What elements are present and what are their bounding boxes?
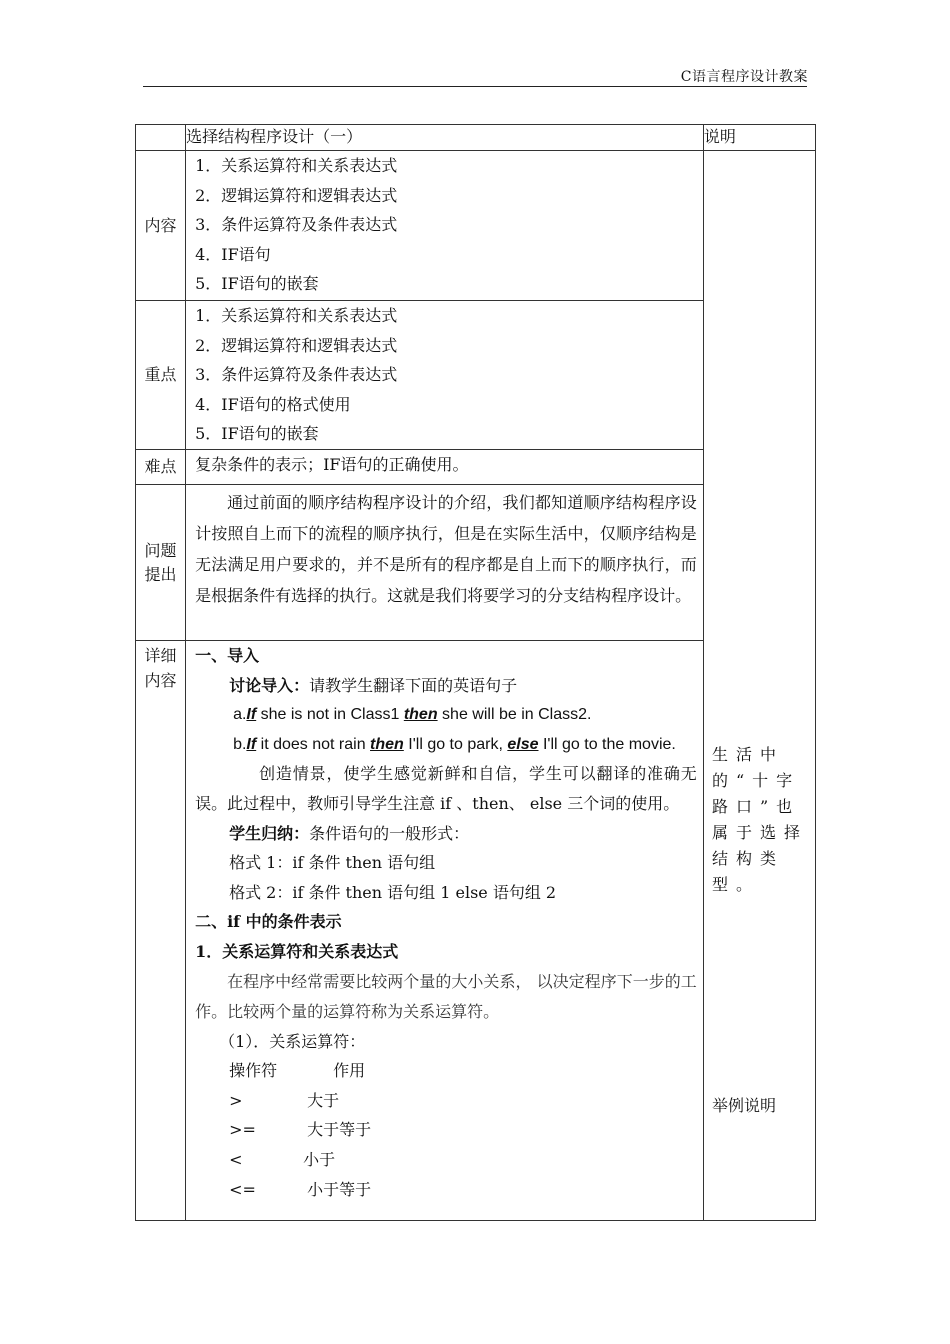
question-label-cell — [136, 485, 186, 641]
list-item: 4．IF语句的格式使用 — [195, 394, 351, 414]
summary-label: 学生归纳： — [229, 823, 310, 843]
operator-meaning: 小于 — [303, 1149, 336, 1169]
explain-column — [703, 151, 815, 1221]
subsection-heading: 1．关系运算符和关系表达式 — [195, 941, 399, 961]
operator-row — [195, 1175, 697, 1205]
key-points-list — [186, 301, 703, 449]
keyword-then: then — [370, 735, 404, 753]
function-col-head: 作用 — [333, 1061, 366, 1081]
difficulty-text: 复杂条件的表示；IF语句的正确使用。 — [195, 455, 469, 474]
section-heading: 二、if 中的条件表示 — [195, 912, 342, 932]
content-list — [186, 151, 703, 299]
operators-title: （1）．关系运算符： — [219, 1031, 366, 1051]
operator-row — [195, 1145, 697, 1175]
operator-row — [195, 1115, 697, 1145]
discussion-text: 请教学生翻译下面的英语句子 — [309, 675, 518, 695]
operator-col-head: 操作符 — [229, 1061, 278, 1081]
key-points-cell — [186, 301, 704, 450]
discussion-line — [195, 671, 697, 701]
operator-meaning: 大于等于 — [307, 1120, 372, 1140]
side-note: 生活中的“十字路口”也属于选择结构类型。 — [712, 745, 809, 894]
sentence-part: she will be in Class2. — [437, 706, 592, 724]
summary-line — [195, 819, 697, 849]
sentence-prefix: b. — [233, 735, 247, 753]
section-heading: 一、导入 — [195, 646, 260, 665]
list-item: 5．IF语句的嵌套 — [195, 274, 319, 294]
lesson-plan-table — [135, 124, 816, 1221]
difficulty-label: 难点 — [144, 457, 177, 476]
operator-symbol: >= — [229, 1120, 256, 1140]
sentence-part: I'll go to park, — [403, 735, 508, 753]
detail-label — [136, 641, 185, 693]
list-item: 2．逻辑运算符和逻辑表达式 — [195, 185, 398, 205]
format-1: 格式 1：if 条件 then 语句组 — [229, 853, 436, 873]
operator-symbol: > — [229, 1090, 243, 1110]
summary-text: 条件语句的一般形式： — [309, 823, 470, 843]
sentence-a — [195, 700, 697, 730]
operators-header — [195, 1056, 697, 1086]
sentence-b — [195, 730, 697, 760]
question-label — [136, 485, 185, 640]
detail-label-cell — [136, 641, 186, 1221]
detail-label-line: 详细 — [144, 646, 177, 665]
difficulty-label-cell — [136, 450, 186, 485]
detail-cell — [186, 641, 704, 1221]
lesson-title: 选择结构程序设计（一） — [186, 125, 704, 151]
list-item: 3．条件运算符及条件表达式 — [195, 365, 398, 385]
question-label-line: 提出 — [144, 564, 177, 584]
list-item: 5．IF语句的嵌套 — [195, 424, 319, 444]
side-note-example: 举例说明 — [712, 1096, 777, 1115]
operator-row — [195, 1086, 697, 1116]
keyword-else: else — [507, 735, 539, 753]
sentence-part: she is not in Class1 — [256, 706, 404, 724]
format-2: 格式 2：if 条件 then 语句组 1 else 语句组 2 — [229, 882, 557, 902]
question-cell — [186, 485, 704, 641]
list-item: 1．关系运算符和关系表达式 — [195, 306, 398, 325]
keyword-if: If — [246, 735, 257, 753]
key-points-label: 重点 — [144, 365, 177, 384]
sentence-part: it does not rain — [256, 735, 371, 753]
question-text: 通过前面的顺序结构程序设计的介绍，我们都知道顺序结构程序设计按照自上而下的流程的顺序执行，但是在实际生活中，仅顺序结构是无法满足用户要求的，并不是所有的程序都是自上而下的顺序执行，而是根据条件有选择的执行。这就是我们将要学习的分支结构程序设计。 — [195, 493, 697, 605]
list-item: 1．关系运算符和关系表达式 — [195, 156, 398, 175]
list-item: 3．条件运算符及条件表达式 — [195, 215, 398, 235]
list-item: 2．逻辑运算符和逻辑表达式 — [195, 335, 398, 355]
content-label-cell — [136, 151, 186, 301]
difficulty-cell — [186, 450, 704, 485]
sentence-part: I'll go to the movie. — [538, 735, 676, 753]
operator-symbol: <= — [229, 1179, 256, 1199]
discussion-label: 讨论导入： — [229, 675, 310, 695]
detail-label-line: 内容 — [144, 671, 177, 690]
operator-symbol: < — [229, 1149, 243, 1169]
key-label-cell — [136, 301, 186, 450]
header-rule — [143, 86, 807, 87]
list-item: 4．IF语句 — [195, 244, 271, 264]
scene-paragraph: 创造情景，使学生感觉新鲜和自信，学生可以翻译的准确无误。此过程中，教师引导学生注意 if 、then、 else 三个词的使用。 — [195, 764, 697, 813]
content-cell — [186, 151, 704, 301]
keyword-if: If — [246, 706, 257, 724]
detail-body — [186, 641, 703, 1204]
content-label: 内容 — [144, 215, 177, 235]
operator-meaning: 大于 — [307, 1090, 340, 1110]
corner-cell — [136, 125, 186, 151]
header-title: C语言程序设计教案 — [680, 69, 808, 85]
question-label-line: 问题 — [144, 540, 177, 560]
compare-paragraph: 在程序中经常需要比较两个量的大小关系， 以决定程序下一步的工作。比较两个量的运算符称为关系运算符。 — [195, 971, 697, 1021]
operator-meaning: 小于等于 — [307, 1179, 372, 1199]
sentence-prefix: a. — [233, 706, 247, 724]
keyword-then: then — [403, 706, 438, 724]
explain-header: 说明 — [703, 125, 815, 151]
